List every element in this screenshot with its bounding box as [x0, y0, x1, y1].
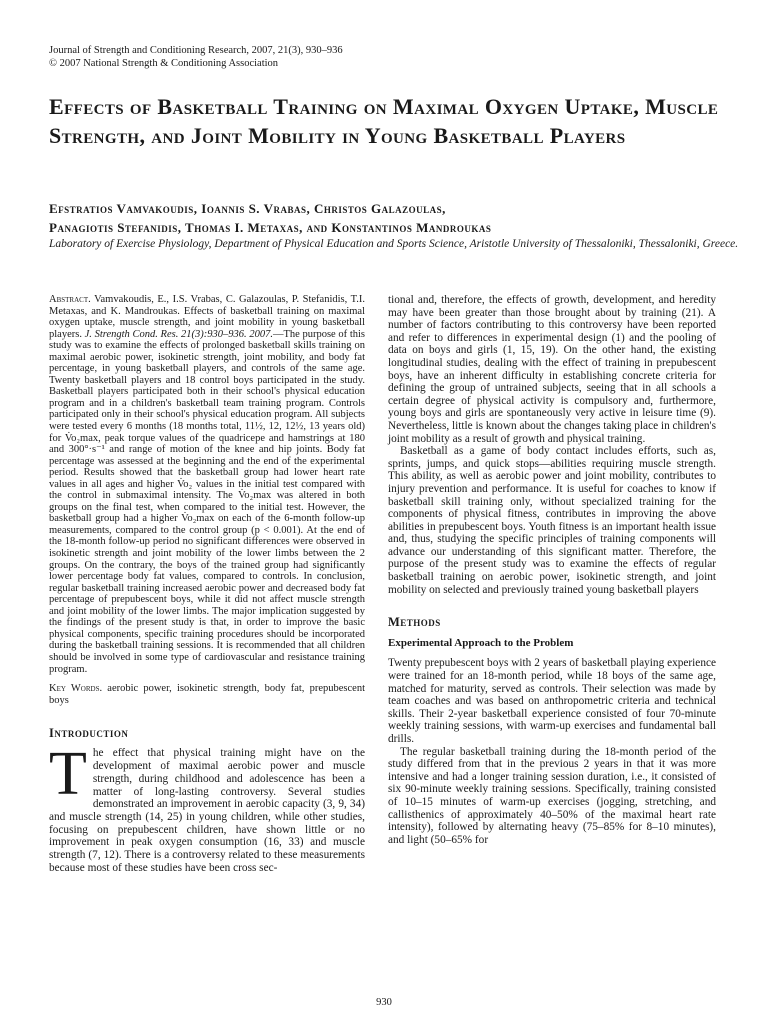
journal-header: [49, 44, 343, 70]
affiliation: Laboratory of Exercise Physiology, Department of Physical Education and Sports Science, Aristotle University of Thessaloniki, Thessaloniki, Greece.: [49, 238, 739, 250]
left-column: [49, 294, 365, 874]
keywords-text: aerobic power, isokinetic strength, body fat, prepubescent boys: [49, 683, 365, 706]
authors-line-1: Efstratios Vamvakoudis, Ioannis S. Vrabas, Christos Galazoulas,: [49, 201, 446, 216]
authors-line-2: Panagiotis Stefanidis, Thomas I. Metaxas, and Konstantinos Mandroukas: [49, 220, 492, 235]
paragraph-subjects: Twenty prepubescent boys with 2 years of basketball playing experience were trained for an 18-month period, while 18 boys of the same age, matched for maturity, served as controls. Their selection was made by team coaches and was based on anthropometric criteria and technical skills. Their 2-year basketball experience consisted of four 70-minute weekly training sessions, with warm-up exercises and fundamental ball drills.: [388, 657, 716, 745]
author-list: [49, 199, 729, 237]
paragraph-basketball: Basketball as a game of body contact includes efforts, such as, sprints, jumps, and quick stops—abilities requiring muscle strength. This ability, as well as aerobic power and joint mobility, contributes to injury prevention and performance. It is useful for coaches to know if basketball skill training only, without specialized training for the components of physical fitness, contributes in improving the above abilities in prepubescent boys. Youth fitness is an important health issue and, thus, studying the specific principles of training components will advance our understanding of this significant matter. Therefore, the purpose of the present study was to examine the effects of regular basketball training on aerobic power, isokinetic strength, and joint mobility on selected and previously trained young basketball players: [388, 445, 716, 596]
methods-heading: Methods: [388, 615, 441, 630]
abstract-body: —The purpose of this study was to examine the effects of prolonged basketball skills training on maximal aerobic power, isokinetic strength, joint mobility, and body fat percentage, in young basketball players, and controls of the same age. Twenty basketball players and 18 control boys participated in the study. Basketball players participated both in their school's physical education program and in a children's basketball team training program. Controls participated only in their school's physical education program. All subjects were tested every 6 months (18 months total, 11½, 12, 12½, 13 years old) for V̇o₂max, peak torque values of the quadricepe and hamstrings at 180 and 300°·s⁻¹ and range of motion of the knee and hip joints. Body fat percentage was assessed at the beginning and the end of the experimental period. Results showed that the basketball group had lower heart rate values in all ages and higher V̇o₂ values in the initial test compared with the control in submaximal intensity. The V̇o₂max was altered in both groups on the final test, when compared to the initial test. However, the basketball group had a higher V̇o₂max on each of the 6-month follow-up measurements, compared to the control group (p < 0.001). At the end of the 18-month follow-up period no significant differences were observed in isokinetic strength and joint mobility of the lower limbs between the 2 groups. On the contrary, the boys of the trained group had significantly lower percentage body fat values, compared to controls. In conclusion, regular basketball training increased aerobic power and decreased body fat percentage of prepubescent boys, while it did not affect muscle strength and joint mobility of the lower limbs. The major implication suggested by the findings of the present study is that, in order to improve the basic physical components, specific training procedures should be incorporated during the basketball training sessions. It is recommended that all children should be involved in some type of cardiovascular and resistance training program.: [49, 328, 365, 675]
introduction-heading: Introduction: [49, 726, 129, 741]
journal-citation-line: Journal of Strength and Conditioning Research, 2007, 21(3), 930–936: [49, 45, 343, 56]
paragraph-training: The regular basketball training during the 18-month period of the study differed from that in the previous 2 years in that it was more intensive and had a longer training session duration, i.e., it consisted of six 90-minute weekly training sessions. Specifically, training consisted of 10–15 minutes of warm-up exercises (jogging, stretching, and callisthenics of approximately 40–50% of the maximal heart rate intensity), followed by alternating heavy (75–85% for 8–10 minutes), and light (50–65% for: [388, 745, 716, 846]
abstract: [49, 294, 365, 675]
right-column: [388, 294, 716, 846]
abstract-citation: Vamvakoudis, E., I.S. Vrabas, C. Galazoulas, P. Stefanidis, T.I. Metaxas, and K. Mandroukas. Effects of basketball training on maximal oxygen uptake, muscle strength, and joint mobility in young basketball players.: [49, 294, 365, 340]
article-title: Effects of Basketball Training on Maximal Oxygen Uptake, Muscle Strength, and Joint Mobility in Young Basketball Players: [49, 94, 719, 148]
keywords: [49, 683, 365, 706]
drop-cap: T: [49, 740, 87, 809]
paragraph-continued: tional and, therefore, the effects of growth, development, and heredity may have been greater than those brought about by training (21). A number of factors contributing to this controversy have been reported and refer to differences in experimental design (1) and the pooling of data on boys and girls (1, 15, 19). On the other hand, the existing longitudinal studies, dealing with the effect of training in prepubescent boys, have an inherent difficulty in establishing concrete criteria for defining the group of untrained subjects, seeing that in all schools a certain degree of physical activity is compulsory and, furthermore, young boys and girls are spontaneously very active in leisure time (9). Nevertheless, little is known about the changes taking place in children's joint mobility as a result of growth and physical training.: [388, 294, 716, 445]
introduction-paragraph: [49, 740, 365, 874]
experimental-approach-subheading: Experimental Approach to the Problem: [388, 636, 574, 649]
abstract-citation-journal: J. Strength Cond. Res. 21(3):930–936. 2007.: [84, 328, 273, 340]
page-number: 930: [376, 997, 392, 1008]
abstract-label: Abstract.: [49, 294, 91, 305]
introduction-text: he effect that physical training might have on the development of maximal aerobic power and muscle strength, during childhood and adolescence has been a matter of long-lasting controversy. Several studies demonstrated an improvement in aerobic capacity (3, 9, 34) and muscle strength (14, 25) in young children, while other studies, focusing on prepubescent children, have shown little or no improvement in peak oxygen consumption (16, 33) and muscle strength (7, 12). There is a controversy related to these measurements because most of these studies have been cross sec-: [49, 747, 365, 874]
copyright-line: © 2007 National Strength & Conditioning Association: [49, 58, 279, 69]
keywords-label: Key Words.: [49, 683, 103, 695]
